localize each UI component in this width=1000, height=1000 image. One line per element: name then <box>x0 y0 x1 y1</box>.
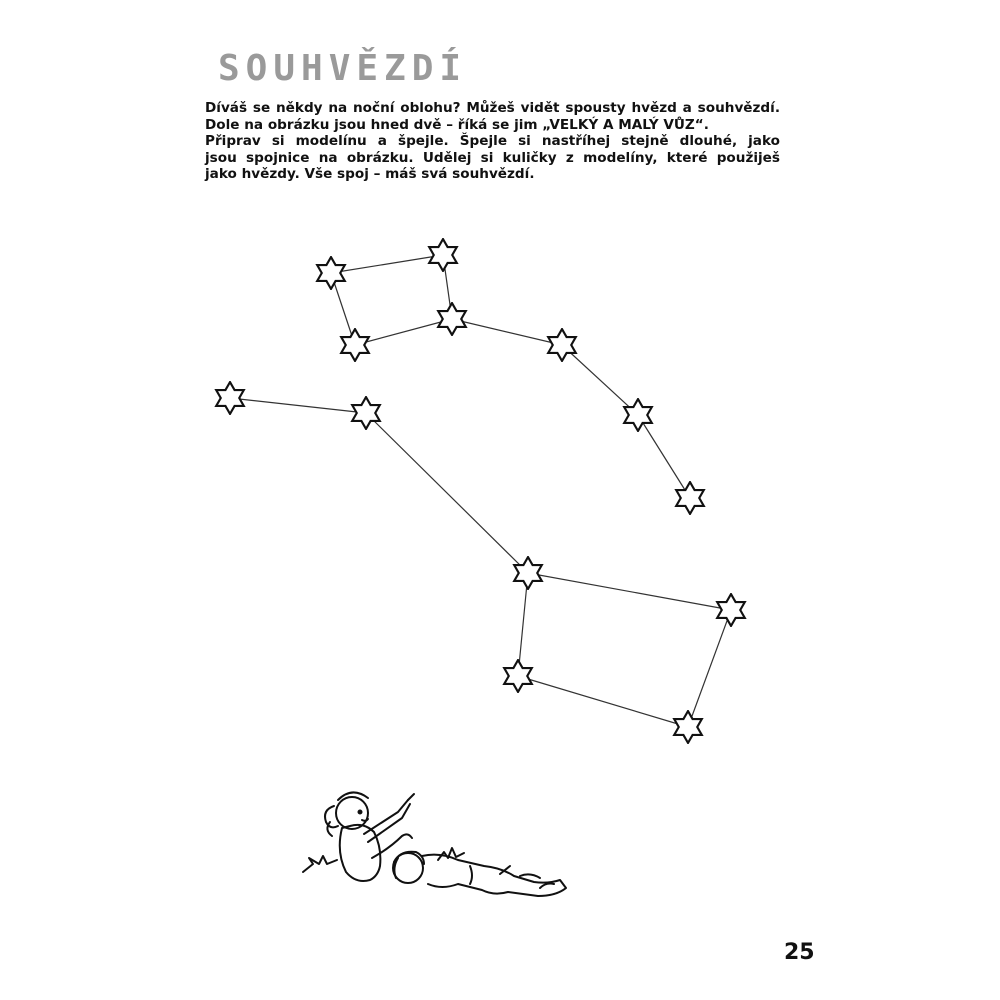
instruction-line-5: jako hvězdy. Vše spoj – máš svá souhvězdí. <box>205 166 535 182</box>
star-icon <box>548 329 576 361</box>
star-icon <box>438 303 466 335</box>
little-dipper-constellation <box>331 255 690 498</box>
page-title: SOUHVĚZDÍ <box>218 48 468 89</box>
star-icon <box>676 482 704 514</box>
instruction-line-2: Dole na obrázku jsou hned dvě – říká se jim „VELKÝ A MALÝ VŮZ“. <box>205 116 709 133</box>
star-icon <box>674 711 702 743</box>
big-dipper-stars <box>216 382 745 743</box>
instruction-line-4: jsou spojnice na obrázku. Udělej si kuličky z modelíny, které použiješ <box>205 149 780 166</box>
big-dipper-constellation <box>230 398 731 727</box>
star-icon <box>352 397 380 429</box>
instruction-line-3: Připrav si modelínu a špejle. Špejle si nastříhej stejně dlouhé, jako <box>205 133 780 149</box>
star-icon <box>317 257 345 289</box>
star-icon <box>514 557 542 589</box>
star-icon <box>341 329 369 361</box>
children-lying-on-grass-illustration <box>303 792 566 896</box>
instruction-line-1: Díváš se někdy na noční oblohu? Můžeš vidět spousty hvězd a souhvězdí. <box>205 100 780 116</box>
star-icon <box>504 660 532 692</box>
star-icon <box>624 399 652 431</box>
star-icon <box>429 239 457 271</box>
star-icon <box>216 382 244 414</box>
star-icon <box>717 594 745 626</box>
page-number: 25 <box>784 940 815 965</box>
little-dipper-stars <box>317 239 704 514</box>
